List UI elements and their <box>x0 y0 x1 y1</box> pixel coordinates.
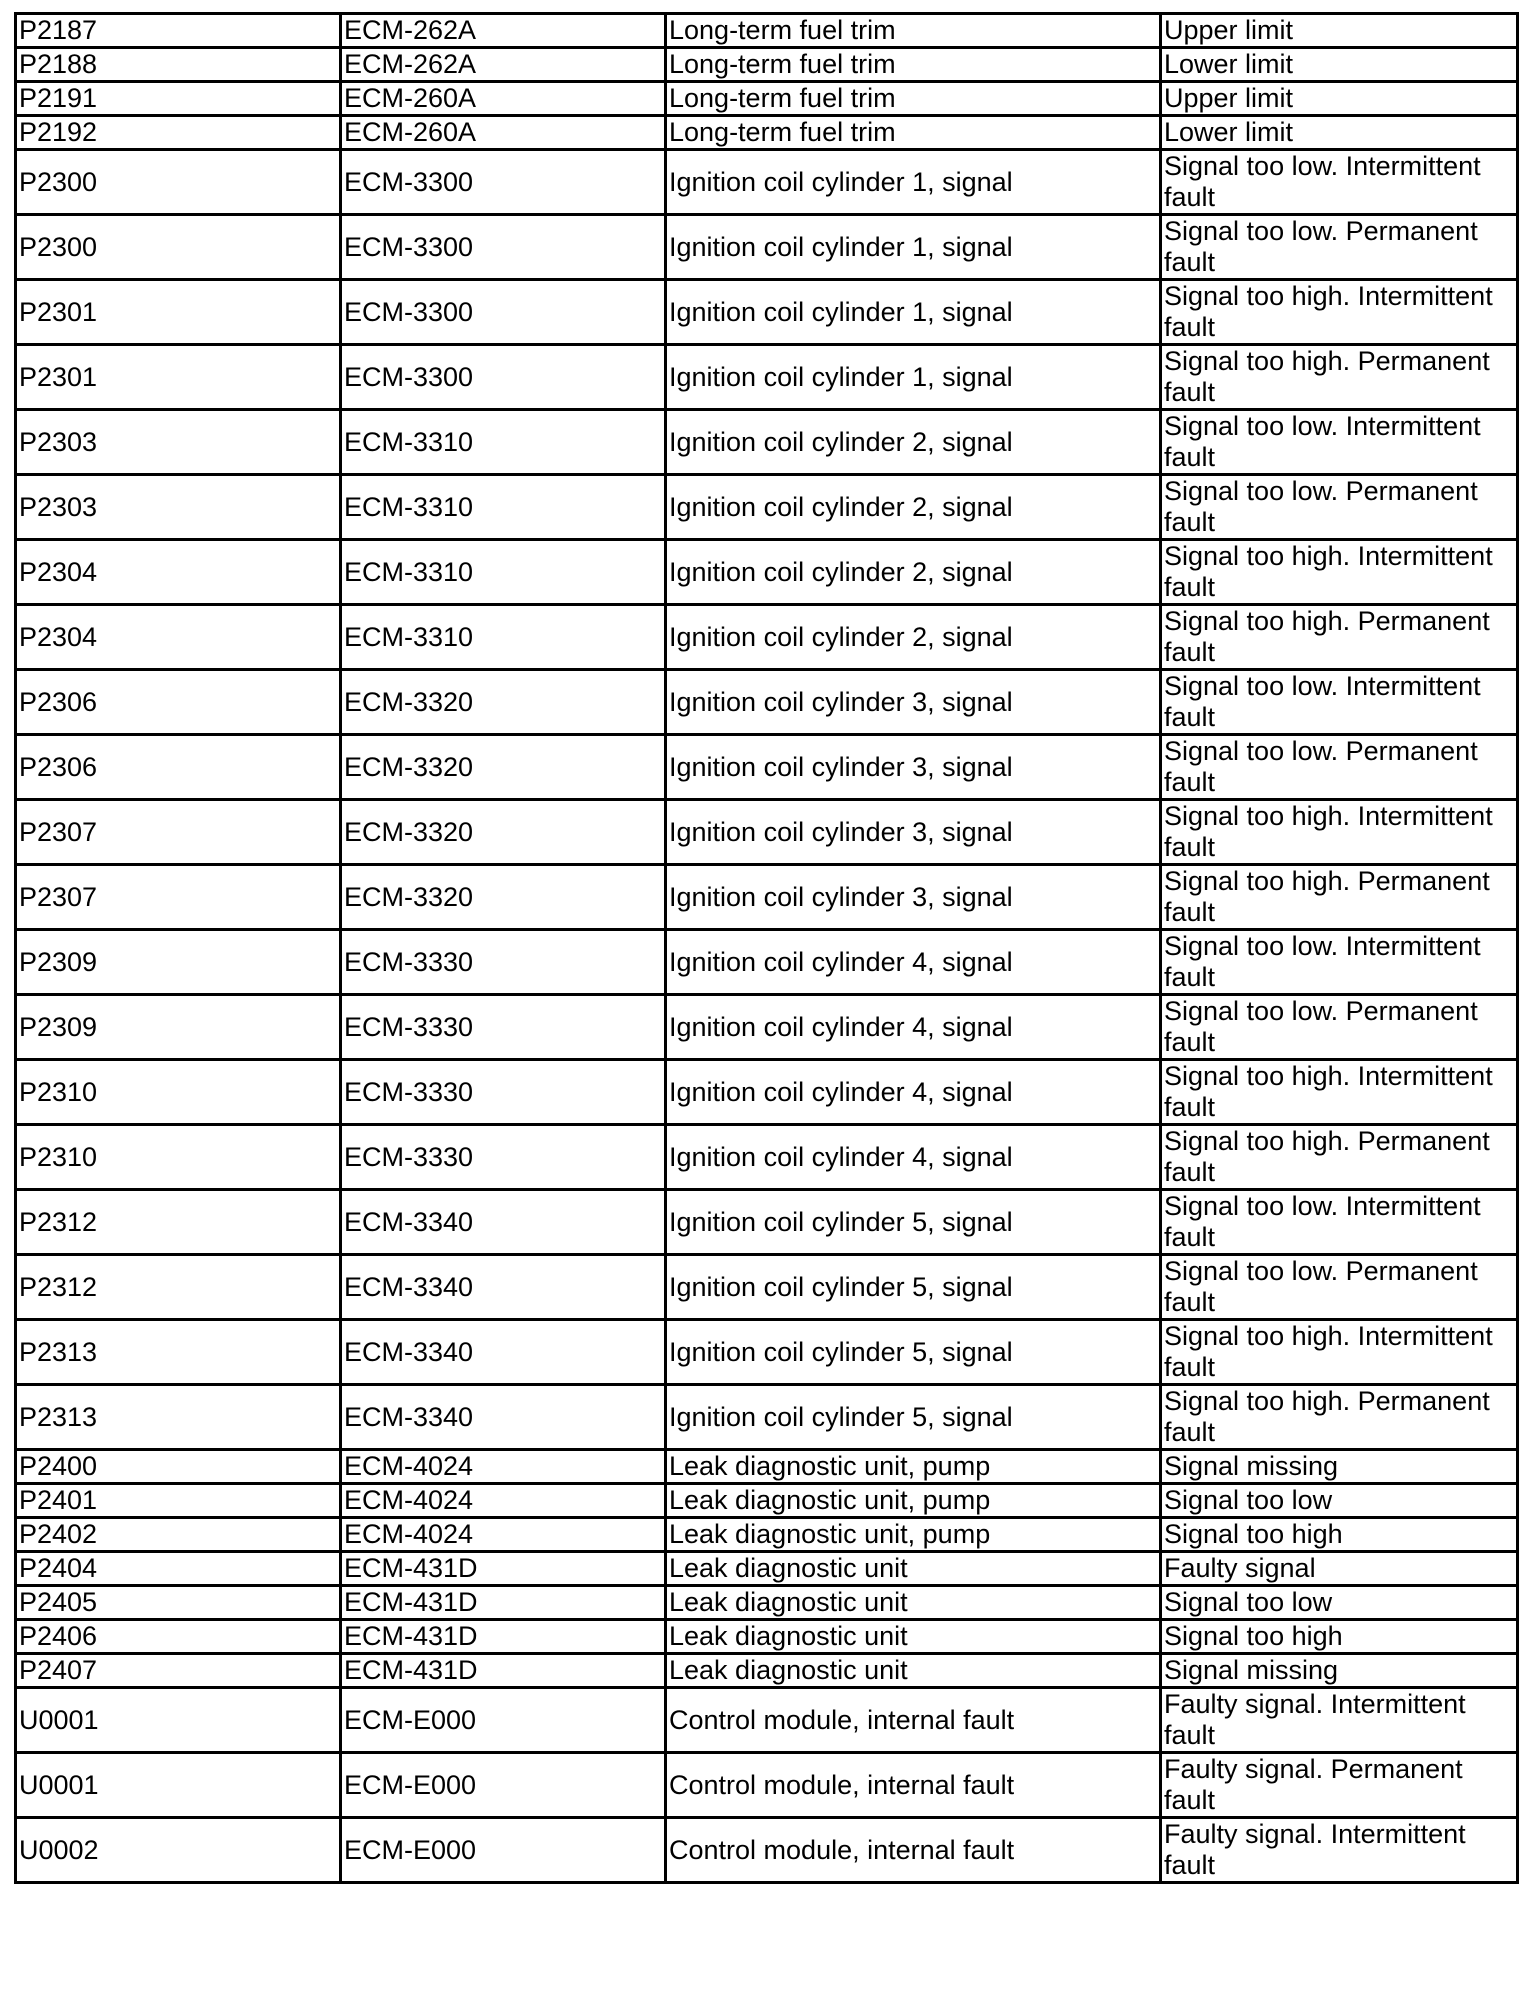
fault-description-cell: Signal too high. Intermittent fault <box>1161 540 1518 605</box>
fault-code-cell: P2300 <box>16 150 341 215</box>
fault-description-cell: Signal too high <box>1161 1518 1518 1552</box>
table-row <box>16 116 1518 150</box>
fault-description-cell: Upper limit <box>1161 14 1518 48</box>
fault-description-cell: Signal too low. Intermittent fault <box>1161 410 1518 475</box>
fault-description-cell: Signal missing <box>1161 1654 1518 1688</box>
module-code-cell: ECM-262A <box>341 48 666 82</box>
component-cell: Leak diagnostic unit, pump <box>666 1518 1161 1552</box>
component-cell: Leak diagnostic unit <box>666 1620 1161 1654</box>
fault-description-cell: Signal too low. Permanent fault <box>1161 1255 1518 1320</box>
module-code-cell: ECM-3320 <box>341 800 666 865</box>
fault-code-cell: U0002 <box>16 1818 341 1883</box>
fault-code-cell: P2301 <box>16 280 341 345</box>
table-row <box>16 1552 1518 1586</box>
fault-description-cell: Lower limit <box>1161 116 1518 150</box>
component-cell: Ignition coil cylinder 5, signal <box>666 1385 1161 1450</box>
component-cell: Control module, internal fault <box>666 1688 1161 1753</box>
module-code-cell: ECM-3320 <box>341 670 666 735</box>
fault-code-cell: P2400 <box>16 1450 341 1484</box>
module-code-cell: ECM-3320 <box>341 865 666 930</box>
table-row <box>16 475 1518 540</box>
fault-code-cell: P2405 <box>16 1586 341 1620</box>
fault-code-cell: P2303 <box>16 410 341 475</box>
module-code-cell: ECM-E000 <box>341 1688 666 1753</box>
component-cell: Ignition coil cylinder 1, signal <box>666 215 1161 280</box>
component-cell: Ignition coil cylinder 1, signal <box>666 150 1161 215</box>
fault-description-cell: Signal too low. Intermittent fault <box>1161 930 1518 995</box>
fault-description-cell: Signal too high. Permanent fault <box>1161 1125 1518 1190</box>
fault-description-cell: Signal too high. Permanent fault <box>1161 605 1518 670</box>
fault-code-cell: P2300 <box>16 215 341 280</box>
table-row <box>16 14 1518 48</box>
module-code-cell: ECM-3340 <box>341 1320 666 1385</box>
component-cell: Leak diagnostic unit, pump <box>666 1484 1161 1518</box>
table-row <box>16 800 1518 865</box>
module-code-cell: ECM-3310 <box>341 475 666 540</box>
component-cell: Control module, internal fault <box>666 1753 1161 1818</box>
component-cell: Ignition coil cylinder 4, signal <box>666 930 1161 995</box>
fault-code-cell: P2309 <box>16 930 341 995</box>
component-cell: Ignition coil cylinder 3, signal <box>666 735 1161 800</box>
fault-code-cell: P2304 <box>16 605 341 670</box>
fault-description-cell: Faulty signal <box>1161 1552 1518 1586</box>
fault-code-cell: P2192 <box>16 116 341 150</box>
module-code-cell: ECM-260A <box>341 82 666 116</box>
fault-code-cell: P2306 <box>16 670 341 735</box>
table-row <box>16 48 1518 82</box>
module-code-cell: ECM-3340 <box>341 1190 666 1255</box>
table-row <box>16 1450 1518 1484</box>
table-row <box>16 345 1518 410</box>
component-cell: Ignition coil cylinder 4, signal <box>666 995 1161 1060</box>
component-cell: Leak diagnostic unit <box>666 1552 1161 1586</box>
module-code-cell: ECM-260A <box>341 116 666 150</box>
component-cell: Leak diagnostic unit, pump <box>666 1450 1161 1484</box>
fault-code-cell: P2313 <box>16 1320 341 1385</box>
fault-description-cell: Faulty signal. Permanent fault <box>1161 1753 1518 1818</box>
module-code-cell: ECM-3330 <box>341 995 666 1060</box>
module-code-cell: ECM-E000 <box>341 1818 666 1883</box>
module-code-cell: ECM-3310 <box>341 540 666 605</box>
fault-description-cell: Signal too high. Intermittent fault <box>1161 1060 1518 1125</box>
fault-description-cell: Signal too low. Intermittent fault <box>1161 150 1518 215</box>
fault-code-cell: P2312 <box>16 1255 341 1320</box>
fault-code-table <box>14 12 1519 1884</box>
module-code-cell: ECM-3330 <box>341 1125 666 1190</box>
module-code-cell: ECM-262A <box>341 14 666 48</box>
table-row <box>16 1060 1518 1125</box>
fault-code-cell: P2406 <box>16 1620 341 1654</box>
fault-description-cell: Signal too high. Permanent fault <box>1161 1385 1518 1450</box>
module-code-cell: ECM-431D <box>341 1620 666 1654</box>
component-cell: Ignition coil cylinder 5, signal <box>666 1255 1161 1320</box>
component-cell: Ignition coil cylinder 2, signal <box>666 605 1161 670</box>
fault-description-cell: Signal too high. Intermittent fault <box>1161 800 1518 865</box>
component-cell: Long-term fuel trim <box>666 116 1161 150</box>
module-code-cell: ECM-431D <box>341 1552 666 1586</box>
table-row <box>16 280 1518 345</box>
component-cell: Ignition coil cylinder 1, signal <box>666 345 1161 410</box>
fault-code-cell: P2310 <box>16 1060 341 1125</box>
module-code-cell: ECM-3310 <box>341 605 666 670</box>
table-row <box>16 540 1518 605</box>
fault-description-cell: Signal too low <box>1161 1484 1518 1518</box>
fault-description-cell: Signal too low. Permanent fault <box>1161 735 1518 800</box>
fault-code-cell: U0001 <box>16 1688 341 1753</box>
component-cell: Ignition coil cylinder 3, signal <box>666 800 1161 865</box>
table-row <box>16 1385 1518 1450</box>
fault-code-cell: P2301 <box>16 345 341 410</box>
fault-code-table-body <box>16 14 1518 1883</box>
table-row <box>16 150 1518 215</box>
component-cell: Leak diagnostic unit <box>666 1654 1161 1688</box>
fault-description-cell: Signal too high. Intermittent fault <box>1161 1320 1518 1385</box>
module-code-cell: ECM-4024 <box>341 1484 666 1518</box>
module-code-cell: ECM-E000 <box>341 1753 666 1818</box>
table-row <box>16 1484 1518 1518</box>
fault-code-cell: P2304 <box>16 540 341 605</box>
fault-code-cell: P2407 <box>16 1654 341 1688</box>
component-cell: Ignition coil cylinder 2, signal <box>666 475 1161 540</box>
fault-code-cell: P2307 <box>16 865 341 930</box>
fault-description-cell: Signal too high <box>1161 1620 1518 1654</box>
fault-code-cell: P2401 <box>16 1484 341 1518</box>
fault-description-cell: Lower limit <box>1161 48 1518 82</box>
table-row <box>16 670 1518 735</box>
component-cell: Long-term fuel trim <box>666 82 1161 116</box>
fault-code-cell: P2309 <box>16 995 341 1060</box>
table-row <box>16 1190 1518 1255</box>
fault-code-cell: P2402 <box>16 1518 341 1552</box>
table-row <box>16 865 1518 930</box>
fault-code-cell: P2303 <box>16 475 341 540</box>
table-row <box>16 1586 1518 1620</box>
fault-description-cell: Signal too low <box>1161 1586 1518 1620</box>
module-code-cell: ECM-3330 <box>341 1060 666 1125</box>
component-cell: Ignition coil cylinder 3, signal <box>666 865 1161 930</box>
module-code-cell: ECM-3340 <box>341 1255 666 1320</box>
table-row <box>16 735 1518 800</box>
module-code-cell: ECM-431D <box>341 1654 666 1688</box>
fault-code-cell: P2187 <box>16 14 341 48</box>
module-code-cell: ECM-3320 <box>341 735 666 800</box>
table-row <box>16 1320 1518 1385</box>
fault-description-cell: Signal too high. Intermittent fault <box>1161 280 1518 345</box>
table-row <box>16 1688 1518 1753</box>
component-cell: Long-term fuel trim <box>666 48 1161 82</box>
fault-description-cell: Signal too low. Permanent fault <box>1161 215 1518 280</box>
component-cell: Long-term fuel trim <box>666 14 1161 48</box>
table-row <box>16 1620 1518 1654</box>
table-row <box>16 1518 1518 1552</box>
component-cell: Ignition coil cylinder 4, signal <box>666 1125 1161 1190</box>
fault-code-cell: P2310 <box>16 1125 341 1190</box>
fault-description-cell: Upper limit <box>1161 82 1518 116</box>
component-cell: Leak diagnostic unit <box>666 1586 1161 1620</box>
table-row <box>16 1753 1518 1818</box>
fault-code-cell: P2306 <box>16 735 341 800</box>
component-cell: Ignition coil cylinder 2, signal <box>666 410 1161 475</box>
fault-code-cell: U0001 <box>16 1753 341 1818</box>
module-code-cell: ECM-431D <box>341 1586 666 1620</box>
fault-description-cell: Signal too low. Permanent fault <box>1161 995 1518 1060</box>
fault-description-cell: Signal too low. Permanent fault <box>1161 475 1518 540</box>
module-code-cell: ECM-3310 <box>341 410 666 475</box>
table-row <box>16 215 1518 280</box>
table-row <box>16 82 1518 116</box>
table-row <box>16 995 1518 1060</box>
component-cell: Ignition coil cylinder 4, signal <box>666 1060 1161 1125</box>
module-code-cell: ECM-3300 <box>341 280 666 345</box>
table-row <box>16 1654 1518 1688</box>
fault-code-cell: P2307 <box>16 800 341 865</box>
fault-description-cell: Signal too high. Permanent fault <box>1161 865 1518 930</box>
module-code-cell: ECM-3300 <box>341 215 666 280</box>
component-cell: Ignition coil cylinder 5, signal <box>666 1190 1161 1255</box>
fault-code-cell: P2191 <box>16 82 341 116</box>
component-cell: Ignition coil cylinder 5, signal <box>666 1320 1161 1385</box>
table-row <box>16 605 1518 670</box>
fault-code-cell: P2404 <box>16 1552 341 1586</box>
fault-description-cell: Signal too low. Intermittent fault <box>1161 1190 1518 1255</box>
module-code-cell: ECM-3300 <box>341 150 666 215</box>
module-code-cell: ECM-4024 <box>341 1450 666 1484</box>
module-code-cell: ECM-3340 <box>341 1385 666 1450</box>
fault-description-cell: Signal missing <box>1161 1450 1518 1484</box>
fault-code-cell: P2188 <box>16 48 341 82</box>
component-cell: Ignition coil cylinder 2, signal <box>666 540 1161 605</box>
module-code-cell: ECM-4024 <box>341 1518 666 1552</box>
fault-description-cell: Faulty signal. Intermittent fault <box>1161 1818 1518 1883</box>
table-row <box>16 930 1518 995</box>
fault-description-cell: Signal too high. Permanent fault <box>1161 345 1518 410</box>
component-cell: Control module, internal fault <box>666 1818 1161 1883</box>
module-code-cell: ECM-3300 <box>341 345 666 410</box>
component-cell: Ignition coil cylinder 1, signal <box>666 280 1161 345</box>
table-row <box>16 1818 1518 1883</box>
component-cell: Ignition coil cylinder 3, signal <box>666 670 1161 735</box>
module-code-cell: ECM-3330 <box>341 930 666 995</box>
fault-code-cell: P2312 <box>16 1190 341 1255</box>
table-row <box>16 1255 1518 1320</box>
table-row <box>16 410 1518 475</box>
fault-code-cell: P2313 <box>16 1385 341 1450</box>
fault-description-cell: Faulty signal. Intermittent fault <box>1161 1688 1518 1753</box>
table-row <box>16 1125 1518 1190</box>
fault-description-cell: Signal too low. Intermittent fault <box>1161 670 1518 735</box>
